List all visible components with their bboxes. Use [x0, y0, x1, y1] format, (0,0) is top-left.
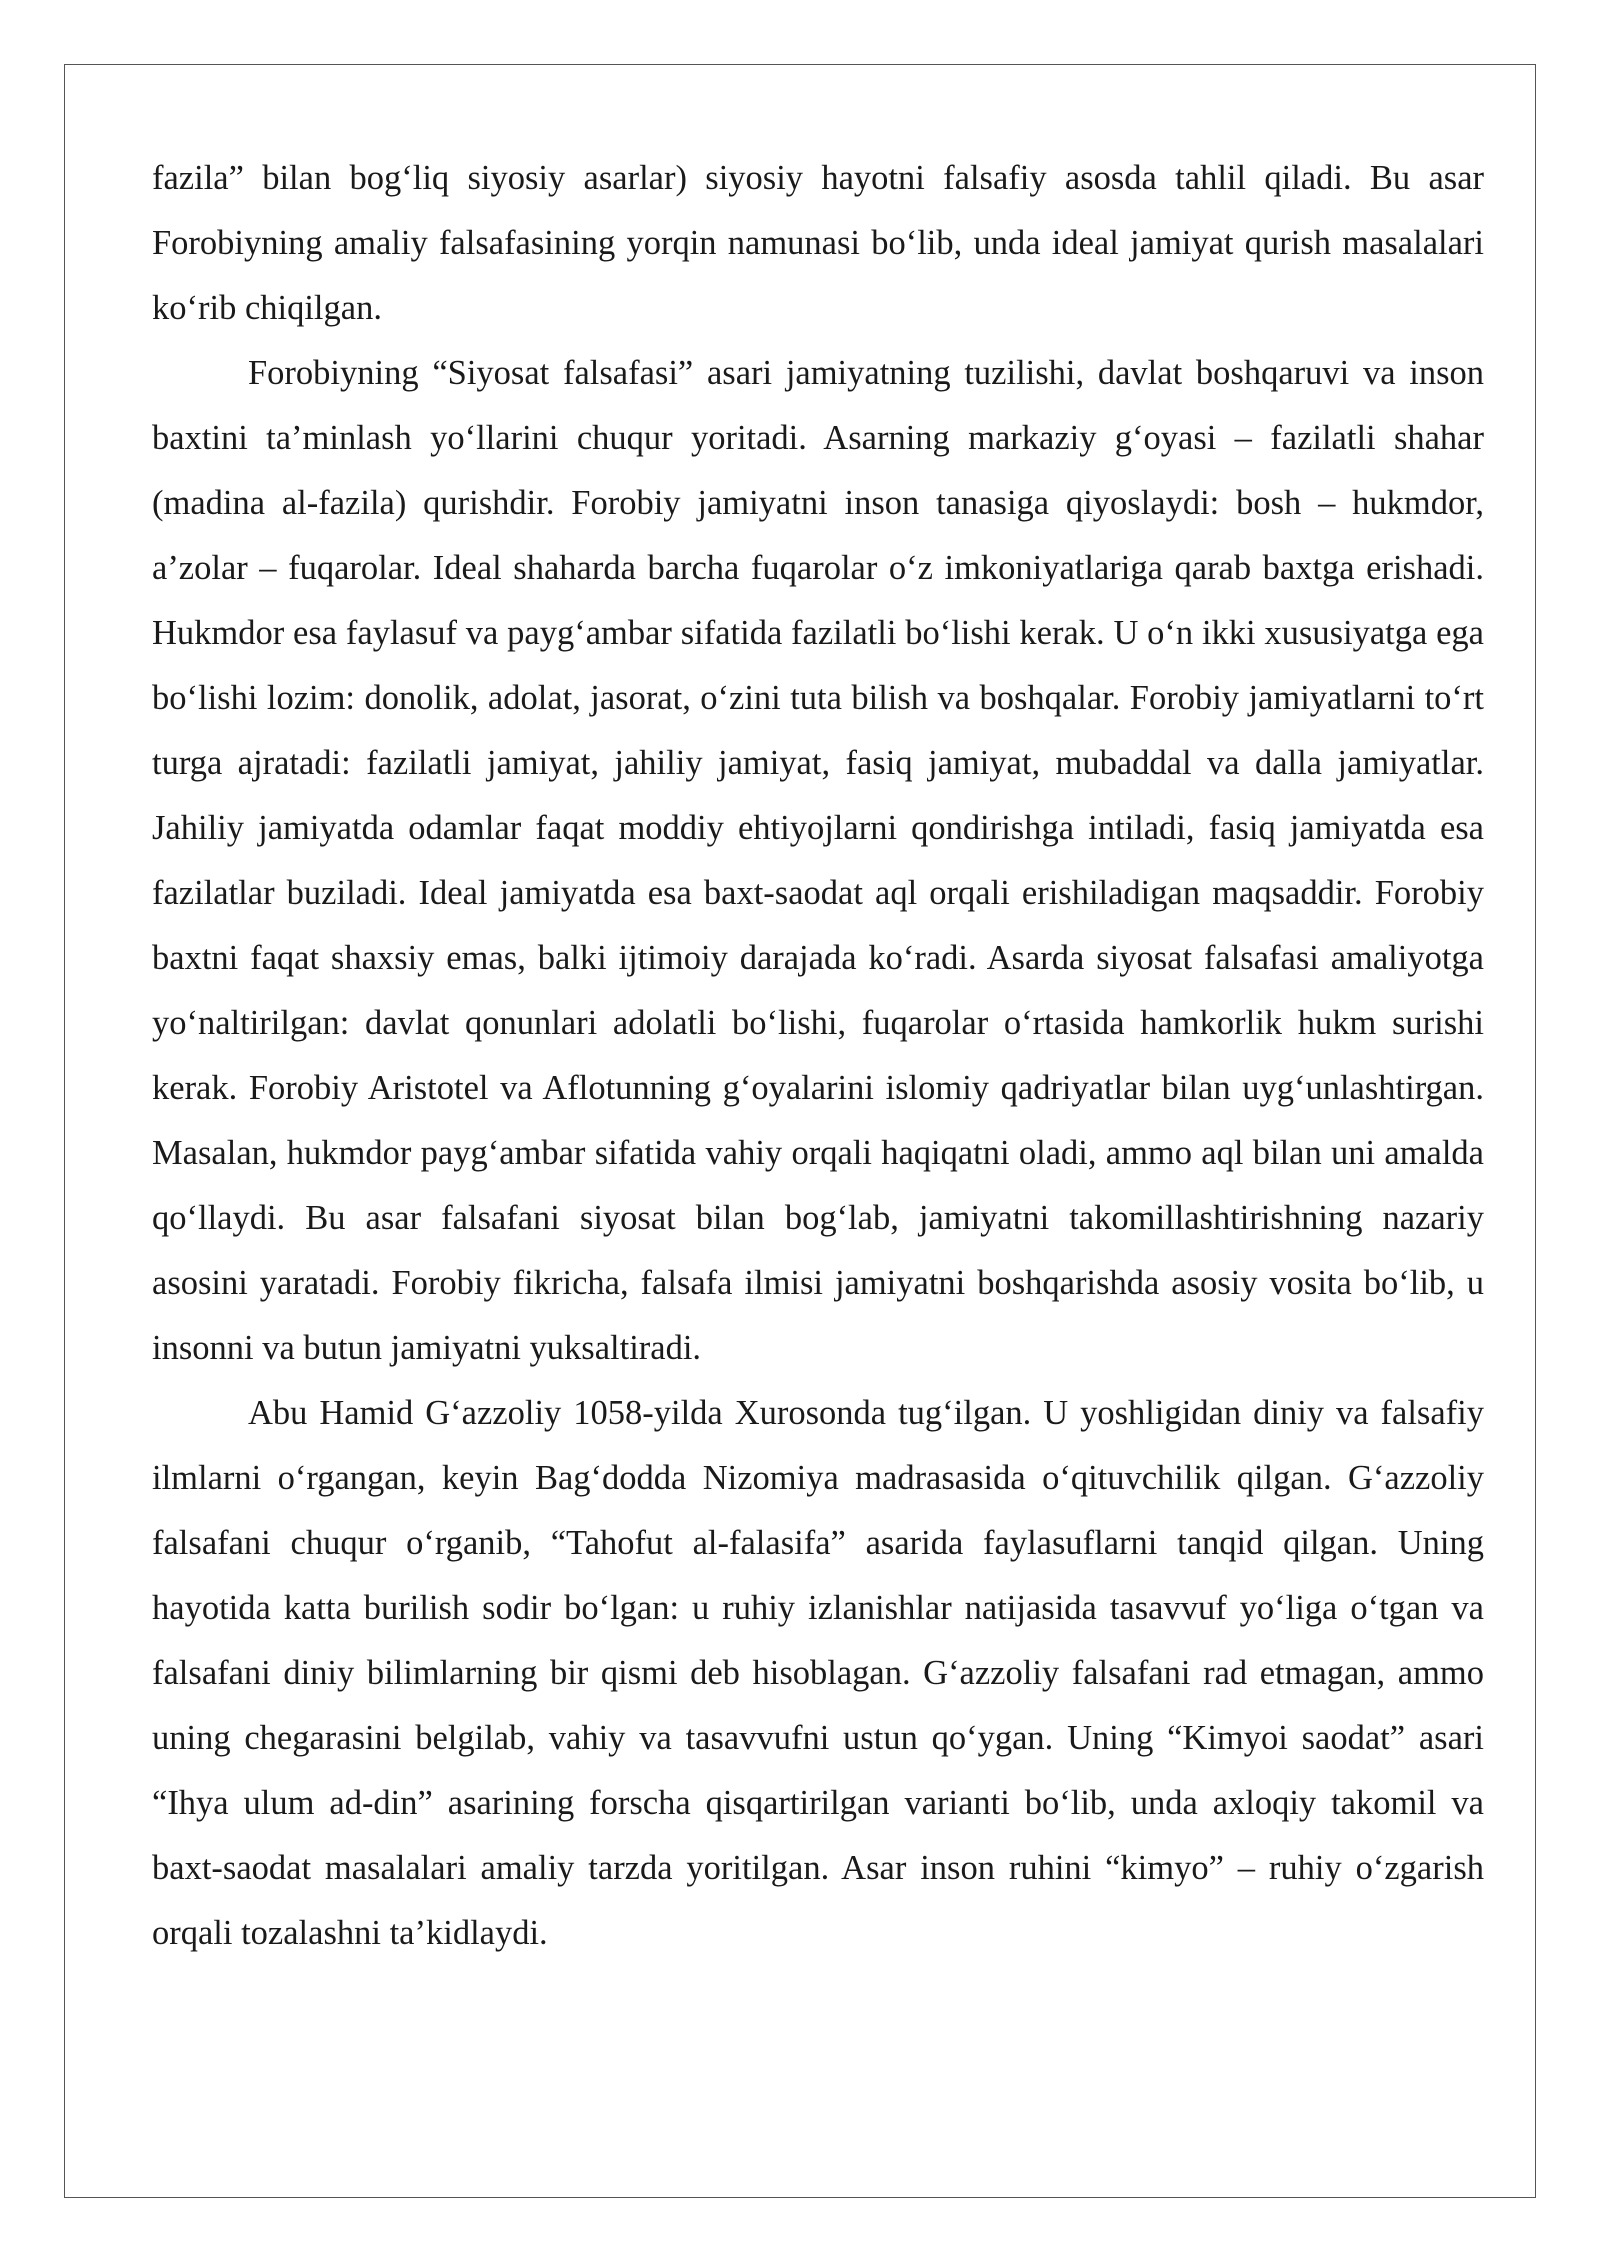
document-body — [152, 146, 1484, 1966]
paragraph-3: Abu Hamid G‘azzoliy 1058-yilda Xurosonda tug‘ilgan. U yoshligidan diniy va falsafiy ilmlarni o‘rgangan, keyin Bag‘dodda Nizomiya madrasasida o‘qituvchilik qilgan. G‘azzoliy falsafani chuqur o‘rganib, “Tahofut al-falasifa” asarida faylasuflarni tanqid qilgan. Uning hayotida katta burilish sodir bo‘lgan: u ruhiy izlanishlar natijasida tasavvuf yo‘liga o‘tgan va falsafani diniy bilimlarning bir qismi deb hisoblagan. G‘azzoliy falsafani rad etmagan, ammo uning chegarasini belgilab, vahiy va tasavvufni ustun qo‘ygan. Uning “Kimyoi saodat” asari “Ihya ulum ad-din” asarining forscha qisqartirilgan varianti bo‘lib, unda axloqiy takomil va baxt-saodat masalalari amaliy tarzda yoritilgan. Asar inson ruhini “kimyo” – ruhiy o‘zgarish orqali tozalashni ta’kidlaydi. — [152, 1394, 1484, 1952]
paragraph-2: Forobiyning “Siyosat falsafasi” asari jamiyatning tuzilishi, davlat boshqaruvi va inson baxtini ta’minlash yo‘llarini chuqur yoritadi. Asarning markaziy g‘oyasi – fazilatli shahar (madina al-fazila) qurishdir. Forobiy jamiyatni inson tanasiga qiyoslaydi: bosh – hukmdor, a’zolar – fuqarolar. Ideal shaharda barcha fuqarolar o‘z imkoniyatlariga qarab baxtga erishadi. Hukmdor esa faylasuf va payg‘ambar sifatida fazilatli bo‘lishi kerak. U o‘n ikki xususiyatga ega bo‘lishi lozim: donolik, adolat, jasorat, o‘zini tuta bilish va boshqalar. Forobiy jamiyatlarni to‘rt turga ajratadi: fazilatli jamiyat, jahiliy jamiyat, fasiq jamiyat, mubaddal va dalla jamiyatlar. Jahiliy jamiyatda odamlar faqat moddiy ehtiyojlarni qondirishga intiladi, fasiq jamiyatda esa fazilatlar buziladi. Ideal jamiyatda esa baxt-saodat aql orqali erishiladigan maqsaddir. Forobiy baxtni faqat shaxsiy emas, balki ijtimoiy darajada ko‘radi. Asarda siyosat falsafasi amaliyotga yo‘naltirilgan: davlat qonunlari adolatli bo‘lishi, fuqarolar o‘rtasida hamkorlik hukm surishi kerak. Forobiy Aristotel va Aflotunning g‘oyalarini islomiy qadriyatlar bilan uyg‘unlashtirgan. Masalan, hukmdor payg‘ambar sifatida vahiy orqali haqiqatni oladi, ammo aql bilan uni amalda qo‘llaydi. Bu asar falsafani siyosat bilan bog‘lab, jamiyatni takomillashtirishning nazariy asosini yaratadi. Forobiy fikricha, falsafa ilmisi jamiyatni boshqarishda asosiy vosita bo‘lib, u insonni va butun jamiyatni yuksaltiradi. — [152, 354, 1484, 1367]
paragraph-1: fazila” bilan bog‘liq siyosiy asarlar) siyosiy hayotni falsafiy asosda tahlil qiladi. Bu asar Forobiyning amaliy falsafasining yorqin namunasi bo‘lib, unda ideal jamiyat qurish masalalari ko‘rib chiqilgan. — [152, 159, 1484, 327]
